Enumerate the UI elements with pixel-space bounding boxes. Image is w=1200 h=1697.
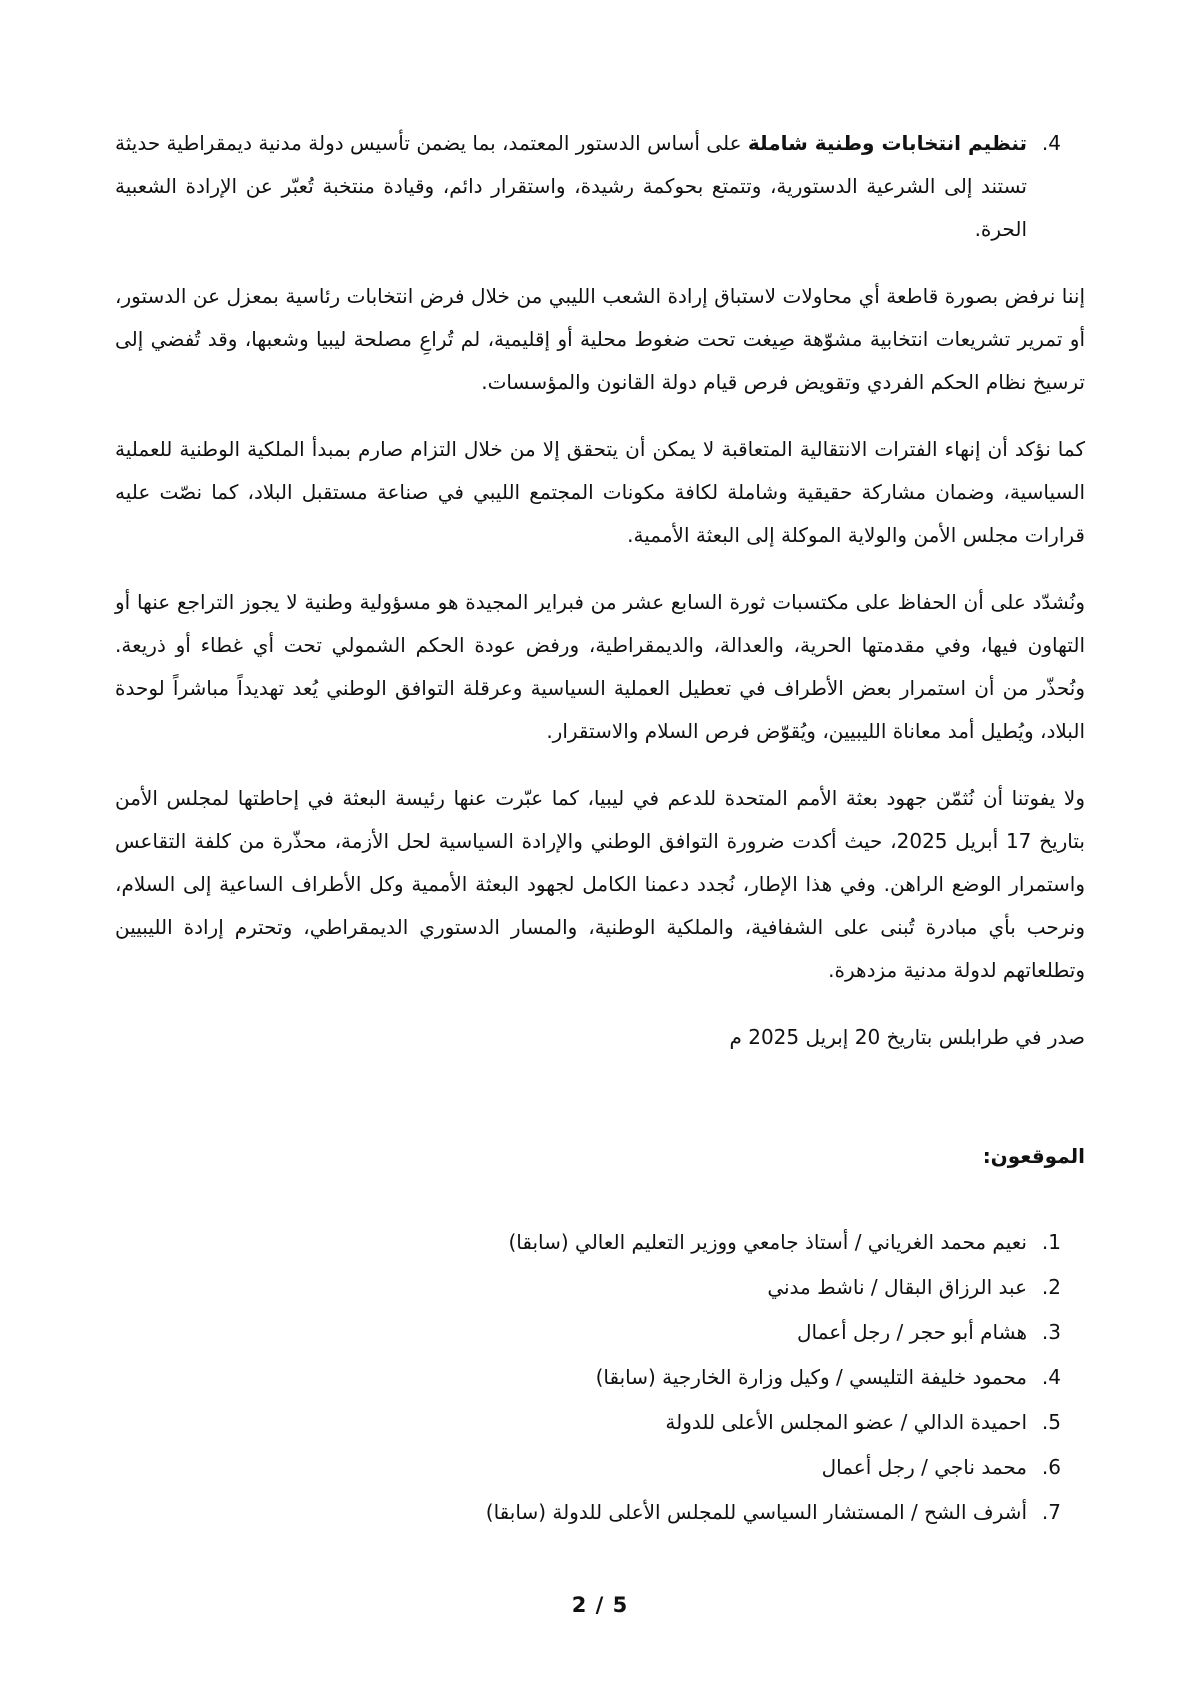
signatories-list [115,1220,1085,1535]
signatory-marker: 5. [1041,1410,1061,1434]
signatory-item [115,1445,1085,1490]
item-4-text: على أساس الدستور المعتمد، بما يضمن تأسيس دولة مدنية ديمقراطية حديثة تستند إلى الشرعية الدستورية، وتتمتع بحوكمة رشيدة، واستقرار دائم، وقيادة منتخبة تُعبّر عن الإرادة الشعبية الحرة. [115,131,1027,241]
signatory-item [115,1490,1085,1535]
signatory-marker: 2. [1041,1275,1061,1299]
paragraph-rejection: إننا نرفض بصورة قاطعة أي محاولات لاستباق إرادة الشعب الليبي من خلال فرض انتخابات رئاسية بمعزل عن الدستور، أو تمرير تشريعات انتخابية مشوّهة صِيغت تحت ضغوط محلية أو إقليمية، لم تُراعِ مصلحة ليبيا وشعبها، وقد تُفضي إلى ترسيخ نظام الحكم الفردي وتقويض فرص قيام دولة القانون والمؤسسات. [115,284,1085,394]
signatory-marker: 6. [1041,1455,1061,1479]
signatory-text: محمود خليفة التليسي / وكيل وزارة الخارجية (سابقا) [595,1365,1027,1389]
signatory-item [115,1400,1085,1445]
signatory-item [115,1220,1085,1265]
item-4-bold-lead: تنظيم انتخابات وطنية شاملة [747,131,1027,155]
signatory-marker: 3. [1041,1320,1061,1344]
signatory-item [115,1355,1085,1400]
signatory-text: عبد الرزاق البقال / ناشط مدني [767,1275,1027,1299]
item-4-marker: 4. [1041,131,1061,155]
signatory-item [115,1310,1085,1355]
paragraph-transitional-periods: كما نؤكد أن إنهاء الفترات الانتقالية المتعاقبة لا يمكن أن يتحقق إلا من خلال التزام صارم بمبدأ الملكية الوطنية للعملية السياسية، وضمان مشاركة حقيقية وشاملة لكافة مكونات المجتمع الليبي في صناعة مستقبل البلاد، كما نصّت عليه قرارات مجلس الأمن والولاية الموكلة إلى البعثة الأممية. [115,437,1085,547]
issued-line: صدر في طرابلس بتاريخ 20 إبريل 2025 م [729,1025,1085,1049]
page-footer [115,1584,1085,1627]
signatory-marker: 1. [1041,1230,1061,1254]
paragraph-february-revolution: ونُشدّد على أن الحفاظ على مكتسبات ثورة السابع عشر من فبراير المجيدة هو مسؤولية وطنية لا يجوز التراجع عنها أو التهاون فيها، وفي مقدمتها الحرية، والعدالة، والديمقراطية، ورفض عودة الحكم الشمولي تحت أي غطاء أو ذريعة. ونُحذّر من أن استمرار بعض الأطراف في تعطيل العملية السياسية وعرقلة التوافق الوطني يُعد تهديداً مباشراً لوحدة البلاد، ويُطيل أمد معاناة الليبيين، ويُقوّض فرص السلام والاستقرار. [115,590,1085,743]
signatory-text: نعيم محمد الغرياني / أستاذ جامعي ووزير التعليم العالي (سابقا) [508,1230,1027,1254]
signatories-heading: الموقعون: [982,1144,1085,1168]
signatory-marker: 4. [1041,1365,1061,1389]
ordered-item-4 [115,122,1085,251]
signatory-text: أشرف الشح / المستشار السياسي للمجلس الأعلى للدولة (سابقا) [485,1500,1027,1524]
paragraph-un-mission: ولا يفوتنا أن نُثمّن جهود بعثة الأمم المتحدة للدعم في ليبيا، كما عبّرت عنها رئيسة البعثة في إحاطتها لمجلس الأمن بتاريخ 17 أبريل 2025، حيث أكدت ضرورة التوافق الوطني والإرادة السياسية لحل الأزمة، محذّرة من كلفة التقاعس واستمرار الوضع الراهن. وفي هذا الإطار، نُجدد دعمنا الكامل لجهود البعثة الأممية وكل الأطراف الساعية إلى السلام، ونرحب بأي مبادرة تُبنى على الشفافية، والملكية الوطنية، والمسار الدستوري الديمقراطي، وتحترم إرادة الليبيين وتطلعاتهم لدولة مدنية مزدهرة. [115,786,1085,982]
page-number: 2 / 5 [571,1593,629,1617]
signatory-text: محمد ناجي / رجل أعمال [821,1455,1027,1479]
signatory-text: احميدة الدالي / عضو المجلس الأعلى للدولة [665,1410,1027,1434]
signatory-marker: 7. [1041,1500,1061,1524]
signatory-item [115,1265,1085,1310]
signatory-text: هشام أبو حجر / رجل أعمال [797,1320,1027,1344]
